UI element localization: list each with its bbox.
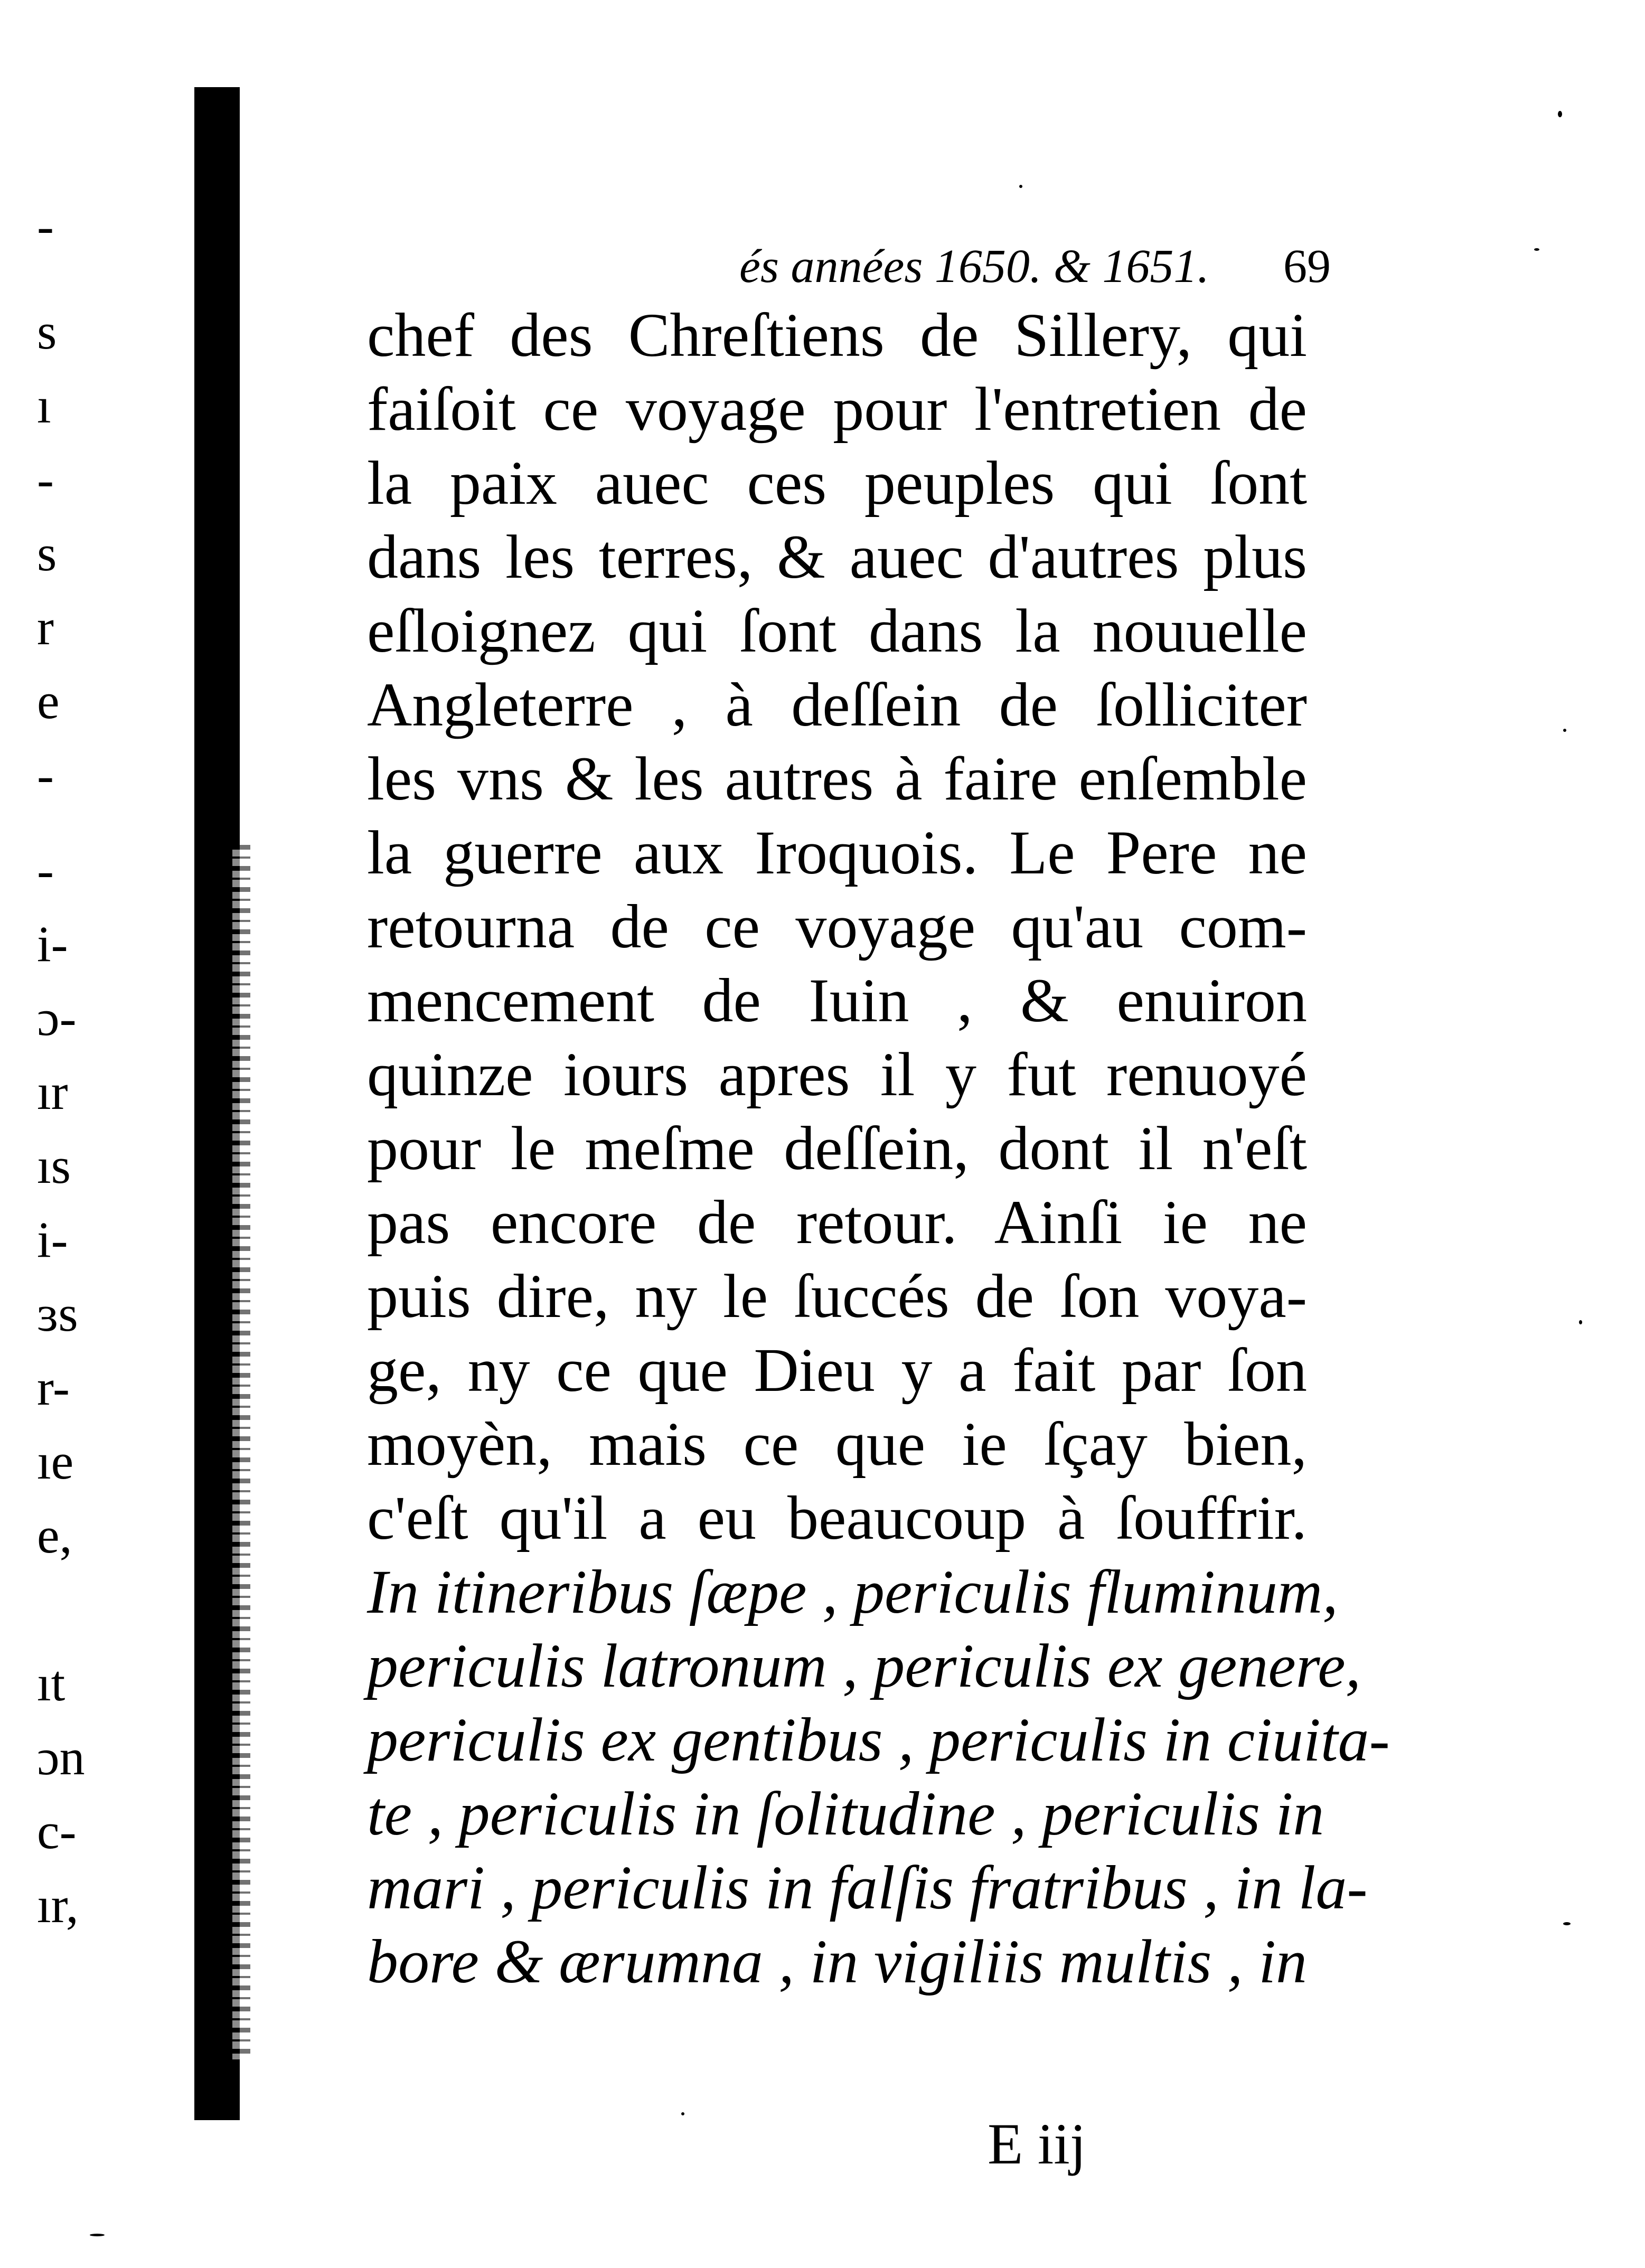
text-line: Angleterre , à deſſein de ſolliciter bbox=[367, 670, 1307, 739]
text-line: puis dire, ny le ſuccés de ſon voya- bbox=[367, 1262, 1307, 1331]
scan-speck bbox=[681, 2112, 684, 2115]
margin-fragment: ır, bbox=[37, 1877, 79, 1933]
text-line: la paix auec ces peuples qui ſont bbox=[367, 448, 1307, 517]
margin-fragment: r- bbox=[37, 1359, 70, 1416]
text-line: pas encore de retour. Ainſi ie ne bbox=[367, 1188, 1307, 1257]
scan-speck bbox=[1558, 111, 1562, 117]
text-line: eſloignez qui ſont dans la nouuelle bbox=[367, 596, 1307, 665]
text-line: les vns & les autres à faire enſemble bbox=[367, 744, 1307, 813]
margin-fragment: - bbox=[37, 747, 54, 803]
text-line: mencement de Iuin , & enuiron bbox=[367, 966, 1307, 1035]
text-line: retourna de ce voyage qu'au com- bbox=[367, 892, 1307, 961]
signature-mark: E iij bbox=[988, 2112, 1086, 2176]
scan-speck bbox=[1563, 1922, 1571, 1925]
margin-fragment: e, bbox=[37, 1507, 72, 1564]
margin-fragment: - bbox=[37, 842, 54, 898]
text-line: In itineribus ſæpe , periculis fluminum, bbox=[367, 1557, 1338, 1626]
running-head bbox=[739, 232, 1331, 301]
margin-fragment: c- bbox=[37, 1803, 77, 1859]
scan-speck bbox=[90, 2234, 105, 2236]
body-text bbox=[367, 298, 1390, 1999]
text-line: bore & ærumna , in vigiliis multis , in bbox=[367, 1927, 1307, 1996]
page-number: 69 bbox=[1283, 240, 1331, 293]
margin-fragment: s bbox=[37, 303, 57, 360]
margin-fragment: - bbox=[37, 197, 54, 254]
text-line: te , periculis in ſolitudine , periculis in bbox=[367, 1779, 1324, 1848]
scan-speck bbox=[1563, 729, 1566, 732]
margin-fragment: ır bbox=[37, 1064, 68, 1120]
margin-fragment: - bbox=[37, 451, 54, 507]
scan-speck bbox=[1534, 248, 1539, 251]
text-line: mari , periculis in falſis fratribus , in la- bbox=[367, 1853, 1368, 1922]
margin-fragment: i- bbox=[37, 916, 68, 972]
scan-speck bbox=[1579, 1320, 1582, 1324]
margin-fragment: s bbox=[37, 525, 57, 581]
margin-fragment: e bbox=[37, 673, 60, 729]
margin-fragment: ɔn bbox=[37, 1729, 85, 1785]
margin-fragment: ıt bbox=[37, 1655, 65, 1711]
margin-fragment: i- bbox=[37, 1211, 68, 1268]
margin-fragment: ɜs bbox=[37, 1285, 78, 1342]
margin-fragment: ıs bbox=[37, 1137, 71, 1194]
text-line: la guerre aux Iroquois. Le Pere ne bbox=[367, 818, 1307, 887]
margin-fragment: r bbox=[37, 599, 54, 655]
text-line: faiſoit ce voyage pour l'entretien de bbox=[367, 374, 1307, 444]
text-line: moyèn, mais ce que ie ſçay bien, bbox=[367, 1409, 1307, 1479]
margin-fragment: ɔ- bbox=[37, 990, 77, 1046]
text-line: ge, ny ce que Dieu y a fait par ſon bbox=[367, 1335, 1307, 1405]
margin-fragment: ı bbox=[37, 377, 51, 434]
running-head-title: és années 1650. & 1651. bbox=[739, 240, 1209, 293]
text-line: dans les terres, & auec d'autres plus bbox=[367, 522, 1307, 591]
margin-fragment: ıe bbox=[37, 1433, 74, 1490]
text-line: pour le meſme deſſein, dont il n'eſt bbox=[367, 1114, 1307, 1183]
text-line: chef des Chreſtiens de Sillery, qui bbox=[367, 300, 1307, 370]
gutter-shadow bbox=[232, 845, 250, 2059]
text-line: periculis ex gentibus , periculis in ciuita- bbox=[367, 1705, 1390, 1774]
text-line: quinze iours apres il y fut renuoyé bbox=[367, 1040, 1307, 1109]
text-line: periculis latronum , periculis ex genere, bbox=[367, 1631, 1361, 1700]
text-line: c'eſt qu'il a eu beaucoup à ſouffrir. bbox=[367, 1483, 1307, 1552]
scan-speck bbox=[1019, 185, 1022, 188]
